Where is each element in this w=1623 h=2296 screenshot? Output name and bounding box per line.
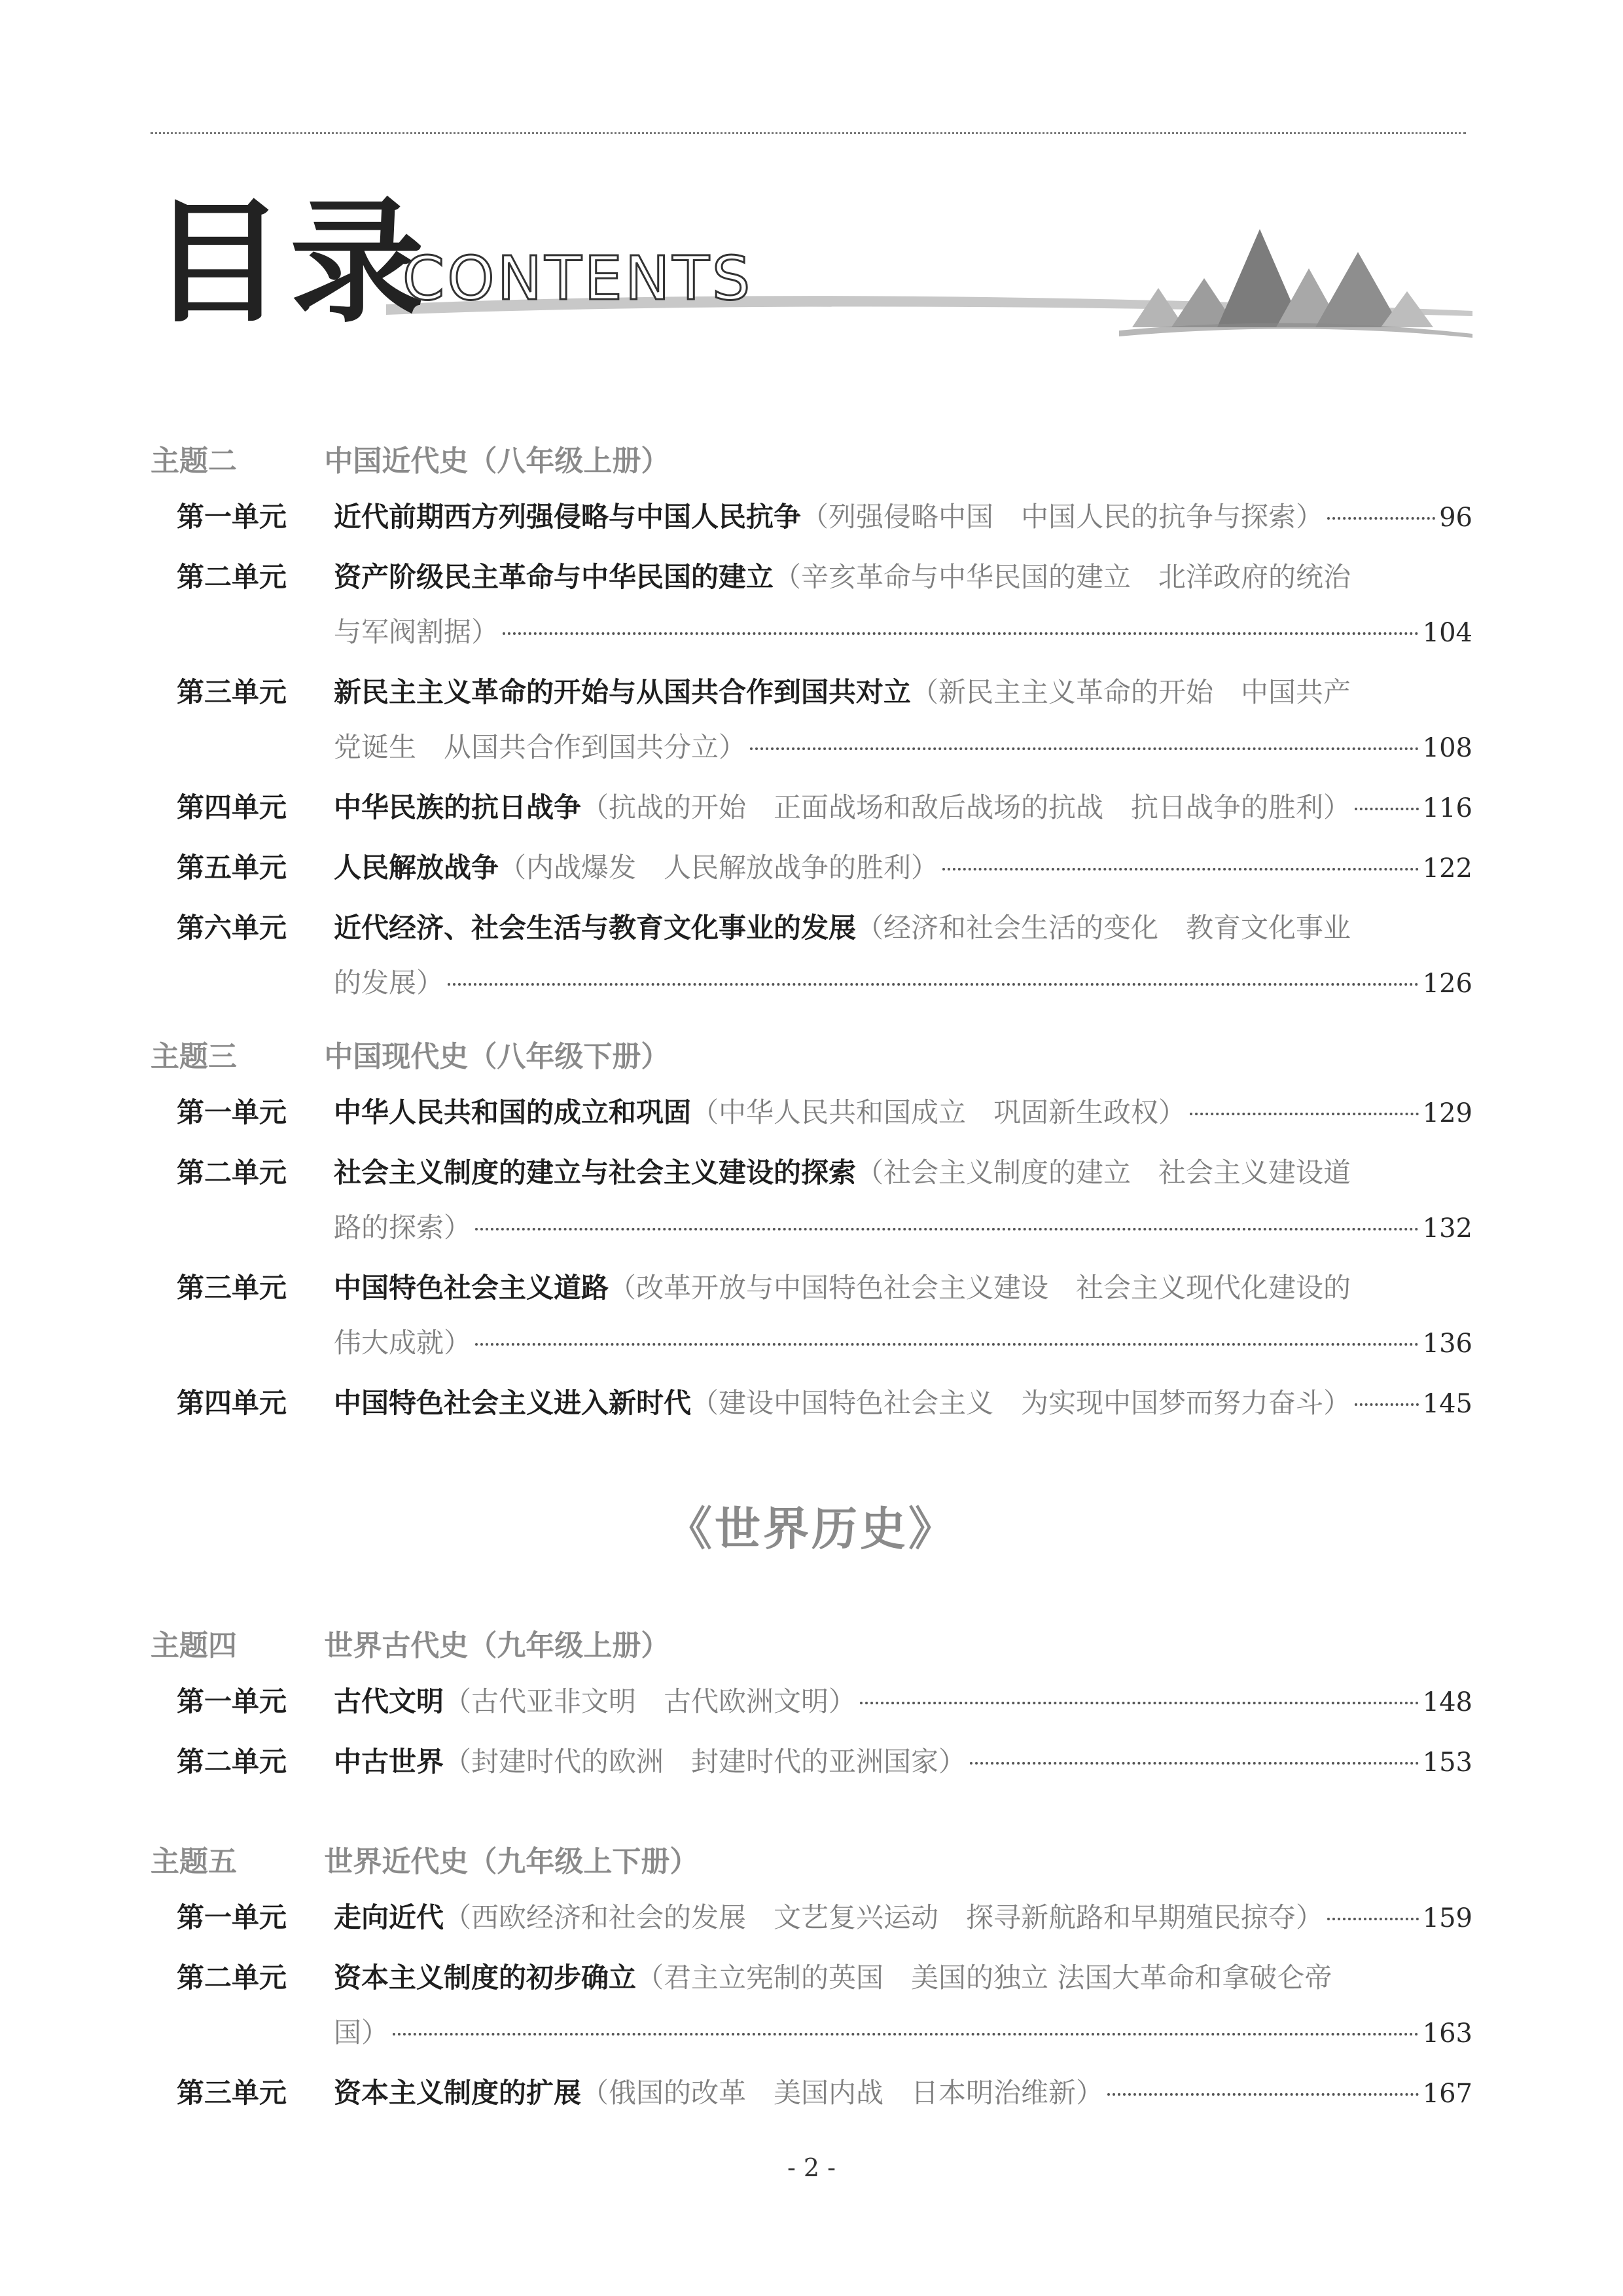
toc-entry[interactable] [151, 1950, 1472, 2060]
contents-header [151, 185, 1472, 341]
unit-title: 中国特色社会主义进入新时代 [334, 1387, 692, 1419]
unit-subtopics: 路的探索） [334, 1211, 472, 1244]
unit-subtopics: 国） [334, 2017, 389, 2049]
page-number: 145 [1422, 1389, 1472, 1419]
theme-section-4 [151, 1623, 1472, 1789]
dot-leader [1327, 517, 1435, 520]
page-number: 96 [1439, 503, 1472, 533]
unit-label: 第二单元 [177, 1962, 287, 1994]
theme-title: 中国现代史（八年级下册） [324, 1040, 670, 1073]
unit-subtopics: （社会主义制度的建立 社会主义建设道 [856, 1157, 1351, 1189]
unit-subtopics: （新民主主义革命的开始 中国共产 [911, 676, 1351, 708]
theme-label: 主题四 [151, 1629, 237, 1662]
theme-heading [151, 1839, 1472, 1885]
unit-subtopics: （经济和社会生活的变化 教育文化事业 [856, 912, 1351, 944]
unit-subtopics: （内战爆发 人民解放战争的胜利） [499, 852, 939, 884]
unit-title: 社会主义制度的建立与社会主义建设的探索 [334, 1157, 857, 1189]
unit-title: 人民解放战争 [334, 852, 499, 884]
toc-entry[interactable] [151, 901, 1472, 1011]
contents-subtitle: CONTENTS [402, 243, 753, 314]
contents-title: 目录 [151, 185, 429, 341]
unit-title: 走向近代 [334, 1901, 444, 1933]
dot-leader [860, 1702, 1419, 1704]
unit-subtopics: （抗战的开始 正面战场和敌后战场的抗战 抗日战争的胜利） [581, 791, 1351, 823]
unit-title: 资本主义制度的扩展 [334, 2077, 582, 2109]
unit-title: 新民主主义革命的开始与从国共合作到国共对立 [334, 676, 912, 708]
toc-entry[interactable] [151, 780, 1472, 835]
page-number: 163 [1422, 2018, 1472, 2049]
unit-subtopics: （改革开放与中国特色社会主义建设 社会主义现代化建设的 [609, 1272, 1351, 1304]
dot-leader [1190, 1113, 1419, 1115]
unit-subtopics: 的发展） [334, 967, 444, 999]
page-number: 126 [1422, 969, 1472, 999]
dot-leader [1355, 808, 1419, 810]
unit-title: 中国特色社会主义道路 [334, 1272, 609, 1304]
unit-subtopics: （西欧经济和社会的发展 文艺复兴运动 探寻新航路和早期殖民掠夺） [444, 1901, 1324, 1933]
toc-entry[interactable] [151, 1734, 1472, 1789]
unit-label: 第五单元 [177, 852, 287, 884]
theme-section-5 [151, 1839, 1472, 2121]
unit-subtopics: （建设中国特色社会主义 为实现中国梦而努力奋斗） [691, 1387, 1351, 1419]
unit-label: 第二单元 [177, 1746, 287, 1778]
toc-entry[interactable] [151, 665, 1472, 775]
unit-subtopics: 伟大成就） [334, 1327, 472, 1359]
unit-subtopics: 党诞生 从国共合作到国共分立） [334, 731, 747, 763]
unit-label: 第一单元 [177, 1901, 287, 1933]
unit-title: 古代文明 [334, 1685, 444, 1717]
unit-label: 第六单元 [177, 912, 287, 944]
top-dotted-rule [151, 132, 1466, 134]
world-history-title: 《世界历史》 [666, 1501, 957, 1556]
unit-label: 第一单元 [177, 1685, 287, 1717]
page-number: 129 [1422, 1098, 1472, 1128]
unit-subtopics: （君主立宪制的英国 美国的独立 法国大革命和拿破仑帝 [636, 1962, 1332, 1994]
toc-entry[interactable] [151, 1145, 1472, 1255]
unit-title: 中华民族的抗日战争 [334, 791, 582, 823]
dot-leader [448, 983, 1419, 986]
dot-leader [970, 1762, 1419, 1765]
theme-section-3 [151, 1034, 1472, 1431]
page-number: 116 [1422, 793, 1472, 823]
toc-entry[interactable] [151, 2066, 1472, 2121]
dot-leader [1355, 1403, 1419, 1406]
theme-title: 中国近代史（八年级上册） [324, 444, 670, 478]
toc-entry[interactable] [151, 1085, 1472, 1140]
page-number: 108 [1422, 733, 1472, 763]
unit-label: 第三单元 [177, 676, 287, 708]
page-number: 153 [1422, 1748, 1472, 1778]
unit-label: 第一单元 [177, 501, 287, 533]
theme-title: 世界近代史（九年级上下册） [324, 1845, 699, 1878]
toc-entry[interactable] [151, 550, 1472, 660]
unit-label: 第四单元 [177, 791, 287, 823]
page-number: 167 [1422, 2079, 1472, 2109]
toc-entry[interactable] [151, 1674, 1472, 1729]
dot-leader [1107, 2093, 1419, 2096]
unit-subtopics: 与军阀割据） [334, 616, 499, 648]
theme-heading [151, 1623, 1472, 1669]
toc-entry[interactable] [151, 840, 1472, 895]
unit-subtopics: （封建时代的欧洲 封建时代的亚洲国家） [444, 1746, 967, 1778]
unit-title: 近代经济、社会生活与教育文化事业的发展 [334, 912, 857, 944]
unit-label: 第四单元 [177, 1387, 287, 1419]
dot-leader [393, 2033, 1419, 2036]
unit-title: 中华人民共和国的成立和巩固 [334, 1096, 692, 1128]
unit-subtopics: （中华人民共和国成立 巩固新生政权） [691, 1096, 1186, 1128]
dot-leader [942, 868, 1419, 870]
unit-title: 资本主义制度的初步确立 [334, 1962, 637, 1994]
unit-subtopics: （俄国的改革 美国内战 日本明治维新） [581, 2077, 1104, 2109]
unit-title: 近代前期西方列强侵略与中国人民抗争 [334, 501, 802, 533]
dot-leader [750, 747, 1419, 750]
unit-label: 第二单元 [177, 561, 287, 593]
dot-leader [503, 632, 1419, 635]
unit-subtopics: （古代亚非文明 古代欧洲文明） [444, 1685, 857, 1717]
mountain-trees-icon [1119, 216, 1472, 340]
unit-label: 第一单元 [177, 1096, 287, 1128]
dot-leader [1327, 1918, 1419, 1920]
toc-entry[interactable] [151, 1376, 1472, 1431]
toc-entry[interactable] [151, 1890, 1472, 1945]
unit-subtopics: （列强侵略中国 中国人民的抗争与探索） [801, 501, 1324, 533]
page-footer-number: - 2 - [787, 2153, 836, 2182]
page-number: 132 [1422, 1213, 1472, 1244]
dot-leader [475, 1343, 1419, 1346]
unit-label: 第三单元 [177, 2077, 287, 2109]
unit-label: 第三单元 [177, 1272, 287, 1304]
theme-section-2 [151, 439, 1472, 1011]
theme-title: 世界古代史（九年级上册） [324, 1629, 670, 1662]
toc-entry[interactable] [151, 1261, 1472, 1371]
theme-label: 主题五 [151, 1845, 237, 1878]
page-number: 136 [1422, 1329, 1472, 1359]
unit-label: 第二单元 [177, 1157, 287, 1189]
theme-label: 主题三 [151, 1040, 237, 1073]
page-number: 159 [1422, 1903, 1472, 1933]
unit-title: 资产阶级民主革命与中华民国的建立 [334, 561, 774, 593]
page-number: 104 [1422, 618, 1472, 648]
theme-heading [151, 1034, 1472, 1080]
unit-subtopics: （辛亥革命与中华民国的建立 北洋政府的统治 [774, 561, 1351, 593]
page-number: 148 [1422, 1687, 1472, 1717]
theme-label: 主题二 [151, 444, 237, 478]
toc-entry[interactable] [151, 490, 1472, 545]
theme-heading [151, 439, 1472, 484]
dot-leader [475, 1228, 1419, 1230]
unit-title: 中古世界 [334, 1746, 444, 1778]
page-number: 122 [1422, 853, 1472, 884]
